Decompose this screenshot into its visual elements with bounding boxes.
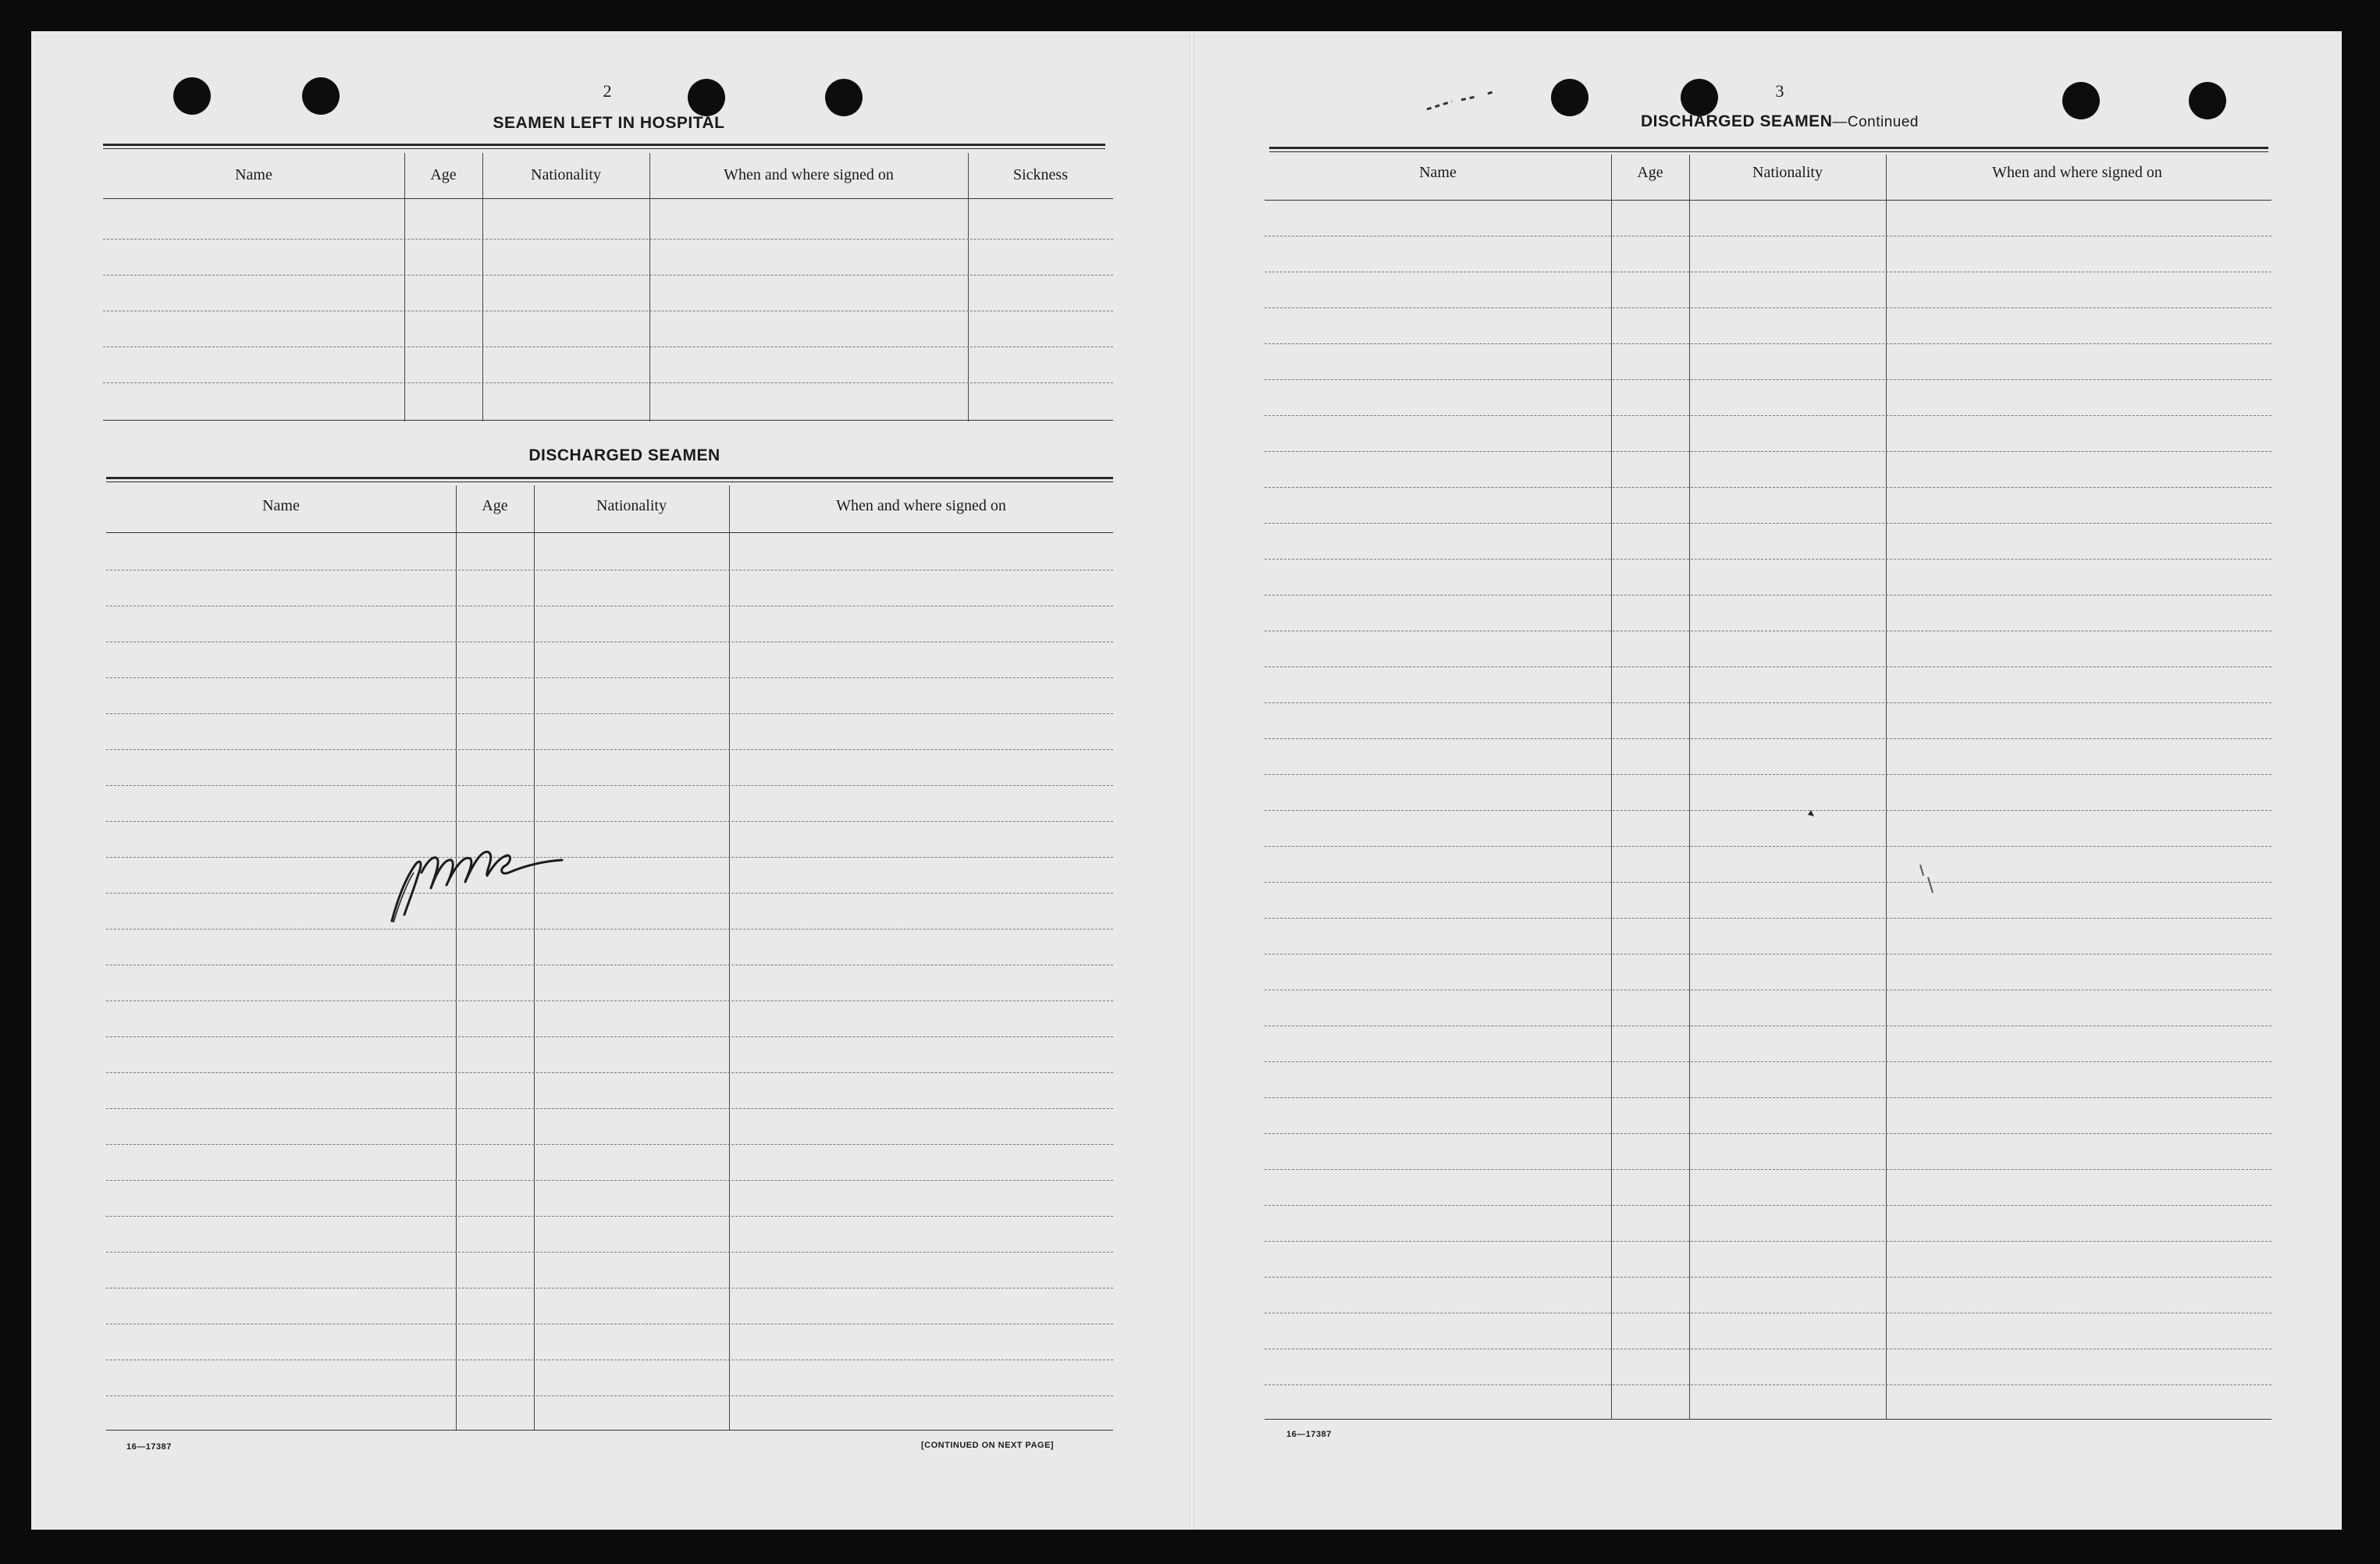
table-row (106, 1395, 1113, 1396)
right-col-signed-on: When and where signed on (1992, 164, 2162, 181)
page-number-right: 3 (1775, 81, 1784, 101)
table-row (1265, 846, 2271, 847)
right-divider (1611, 155, 1612, 1419)
table-row (1265, 1097, 2271, 1098)
table-row (1265, 415, 2271, 416)
table-row (106, 570, 1113, 571)
hospital-divider (404, 153, 405, 421)
right-header-rule (1265, 200, 2271, 201)
page-number-left: 2 (603, 81, 612, 101)
table-row (1265, 451, 2271, 452)
table-row (1265, 1241, 2271, 1242)
table-row (1265, 1277, 2271, 1278)
table-row (106, 1216, 1113, 1217)
discharged-header-rule (106, 532, 1113, 533)
hospital-top-rule (103, 144, 1105, 149)
table-row (1265, 774, 2271, 775)
table-row (106, 713, 1113, 714)
hospital-section-title: SEAMEN LEFT IN HOSPITAL (493, 114, 725, 132)
table-row (1265, 379, 2271, 380)
handwritten-none-signature (382, 780, 617, 952)
table-row (106, 749, 1113, 750)
right-col-age: Age (1637, 164, 1663, 181)
punch-hole (2062, 82, 2100, 119)
table-row (1265, 1384, 2271, 1385)
discharged-col-nationality: Nationality (596, 497, 667, 514)
hospital-bottom-rule (103, 420, 1113, 421)
table-row (106, 1036, 1113, 1037)
document-sheet (31, 31, 2342, 1530)
discharged-col-name: Name (262, 497, 300, 514)
right-section-title-suffix: —Continued (1832, 114, 1919, 130)
hospital-divider (968, 153, 969, 421)
table-row (1265, 1025, 2271, 1026)
discharged-bottom-rule (106, 1430, 1113, 1431)
punch-hole (688, 79, 725, 116)
table-row (1265, 738, 2271, 739)
table-row (1265, 666, 2271, 667)
right-divider (1886, 155, 1887, 1419)
table-row (1265, 1133, 2271, 1134)
table-row (103, 382, 1113, 383)
discharged-section-title: DISCHARGED SEAMEN (528, 446, 720, 464)
hospital-divider (649, 153, 650, 421)
hospital-col-name: Name (235, 166, 272, 183)
discharged-top-rule (106, 477, 1113, 482)
table-row (1265, 487, 2271, 488)
table-row (1265, 343, 2271, 344)
table-row (1265, 918, 2271, 919)
punch-hole (173, 77, 211, 115)
form-number-right: 16—17387 (1286, 1430, 1332, 1439)
hospital-header-rule (103, 198, 1113, 199)
hospital-divider (482, 153, 483, 421)
table-row (106, 677, 1113, 678)
hospital-col-nationality: Nationality (531, 166, 601, 183)
table-row (1265, 1061, 2271, 1062)
table-row (1265, 882, 2271, 883)
hospital-col-signed-on: When and where signed on (724, 166, 894, 183)
table-row (103, 239, 1113, 240)
table-row (1265, 1205, 2271, 1206)
page-fold (1190, 31, 1194, 1530)
right-bottom-rule (1265, 1419, 2271, 1420)
table-row (1265, 702, 2271, 703)
table-row (106, 1288, 1113, 1289)
stray-mark (1795, 799, 1827, 830)
hospital-col-sickness: Sickness (1013, 166, 1068, 183)
table-row (106, 1252, 1113, 1253)
form-number-left: 16—17387 (126, 1442, 172, 1452)
table-row (106, 1108, 1113, 1109)
punch-hole (1681, 79, 1718, 116)
hospital-col-age: Age (430, 166, 457, 183)
right-col-nationality: Nationality (1752, 164, 1823, 181)
right-divider (1689, 155, 1690, 1419)
right-col-name: Name (1419, 164, 1457, 181)
punch-hole (1551, 79, 1588, 116)
punch-hole (302, 77, 340, 115)
table-row (106, 1144, 1113, 1145)
table-row (1265, 810, 2271, 811)
table-row (1265, 1169, 2271, 1170)
table-row (1265, 523, 2271, 524)
discharged-col-age: Age (482, 497, 508, 514)
continued-note: [CONTINUED ON NEXT PAGE] (921, 1441, 1055, 1450)
stray-mark (1421, 86, 1514, 117)
table-row (106, 1180, 1113, 1181)
table-row (1265, 307, 2271, 308)
right-section-title (1530, 112, 2030, 131)
discharged-col-signed-on: When and where signed on (836, 497, 1006, 514)
right-section-title-main: DISCHARGED SEAMEN (1641, 112, 1833, 130)
right-top-rule (1269, 147, 2268, 152)
table-row (106, 1072, 1113, 1073)
punch-hole (825, 79, 863, 116)
stray-mark (1912, 858, 1944, 905)
punch-hole (2189, 82, 2226, 119)
table-row (1265, 559, 2271, 560)
